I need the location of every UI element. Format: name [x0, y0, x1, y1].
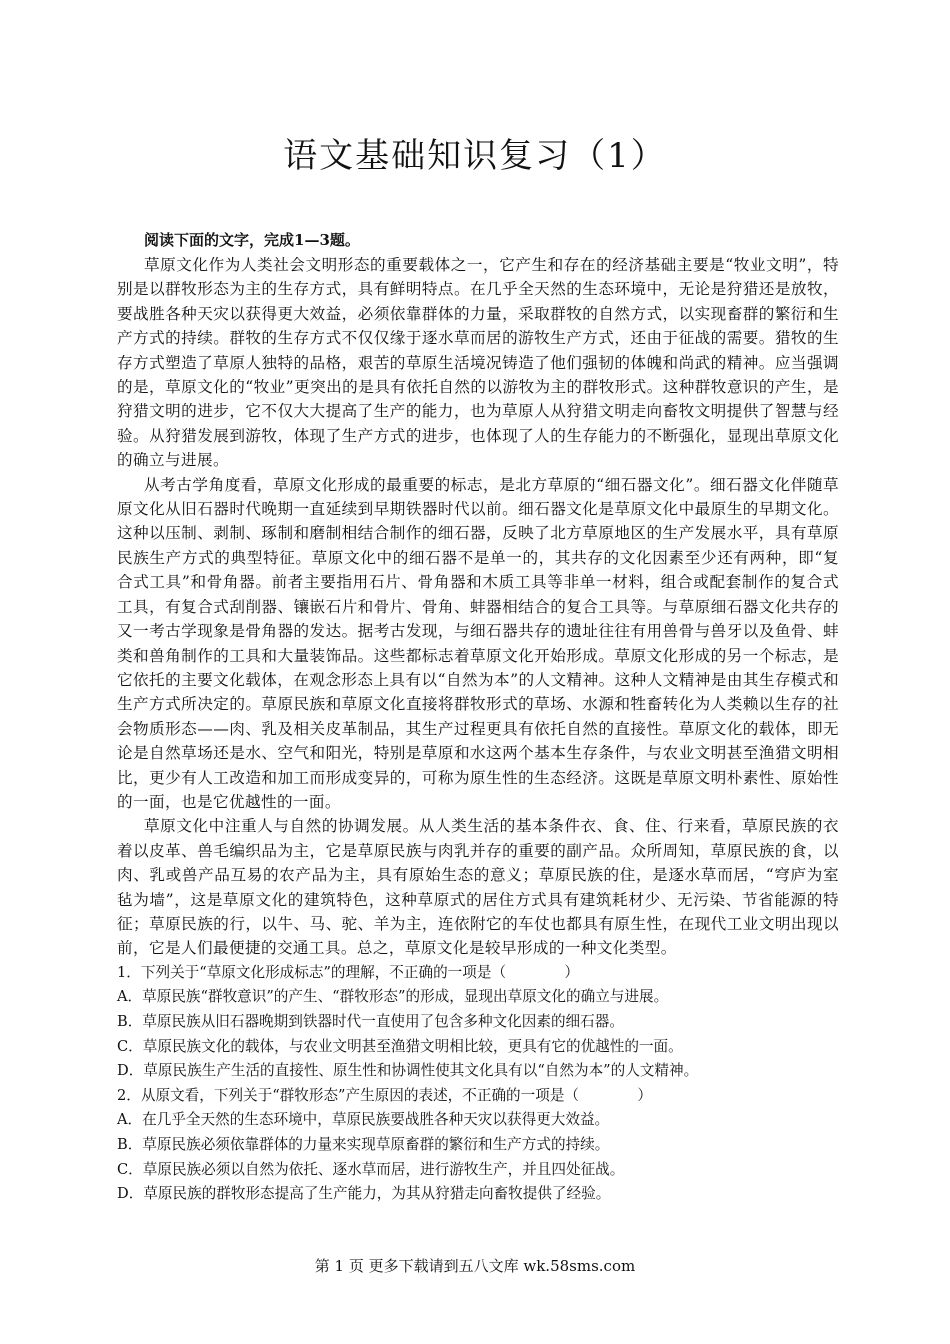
page-footer: 第 1 页 更多下载请到五八文库 wk.58sms.com [314, 1257, 636, 1275]
question-2-stem: 2．从原文看，下列关于“群牧形态”产生原因的表述，不正确的一项是（ ） [117, 1086, 652, 1104]
question-2-option-c: C．草原民族必须以自然为依托、逐水草而居，进行游牧生产，并且四处征战。 [117, 1160, 625, 1178]
passage-paragraph-1: 草原文化作为人类社会文明形态的重要载体之一，它产生和存在的经济基础主要是“牧业文明”，特别是以群牧形态为主的生存方式，具有鲜明特点。在几乎全天然的生态环境中，无论是狩猎还是放牧，要战胜各种天灾以获得更大效益，必须依靠群体的力量，采取群牧的自然方式，以实现畜群的繁衍和生产方式的持续。群牧的生存方式不仅仅缘于逐水草而居的游牧生产方式，还由于征战的需要。猎牧的生存方式塑造了草原人独特的品格，艰苦的草原生活境况铸造了他们强韧的体魄和尚武的精神。应当强调的是，草原文化的“牧业”更突出的是具有依托自然的以游牧为主的群牧形式。这种群牧意识的产生，是狩猎文明的进步，它不仅大大提高了生产的能力，也为草原人从狩猎文明走向畜牧文明提供了智慧与经验。从狩猎发展到游牧，体现了生产方式的进步，也体现了人的生存能力的不断强化，显现出草原文化的确立与进展。 [117, 256, 839, 470]
question-2-option-a: A．在几乎全天然的生态环境中，草原民族要战胜各种天灾以获得更大效益。 [117, 1111, 610, 1129]
passage-paragraph-3: 草原文化中注重人与自然的协调发展。从人类生活的基本条件衣、食、住、行来看，草原民族的衣着以皮革、兽毛编织品为主，它是草原民族与肉乳并存的重要的副产品。众所周知，草原民族的食，以肉、乳或兽产品互易的农产品为主，具有原始生态的意义；草原民族的住，是逐水草而居，“穹庐为室毡为墙”，这是草原文化的建筑特色，这种草原式的居住方式具有建筑耗材少、无污染、节省能源的特征；草原民族的行，以牛、马、驼、羊为主，连依附它的车仗也都具有原生性，在现代工业文明出现以前，它是人们最便捷的交通工具。总之，草原文化是较早形成的一种文化类型。 [117, 817, 839, 958]
question-2-option-b: B．草原民族必须依靠群体的力量来实现草原畜群的繁衍和生产方式的持续。 [117, 1135, 610, 1153]
passage-paragraph-2: 从考古学角度看，草原文化形成的最重要的标志，是北方草原的“细石器文化”。细石器文化伴随草原文化从旧石器时代晚期一直延续到早期铁器时代以前。细石器文化是草原文化中最原生的早期文化。这种以压制、剥制、琢制和磨制相结合制作的细石器，反映了北方草原地区的生产发展水平，具有草原民族生产方式的典型特征。草原文化中的细石器不是单一的，其共存的文化因素至少还有两种，即“复合式工具”和骨角器。前者主要指用石片、骨角器和木质工具等非单一材料，组合或配套制作的复合式工具，有复合式刮削器、镶嵌石片和骨片、骨角、蚌器相结合的复合工具等。与草原细石器文化共存的又一考古学现象是骨角器的发达。据考古发现，与细石器共存的遗址往往有用兽骨与兽牙以及鱼骨、蚌类和兽角制作的工具和大量装饰品。这些都标志着草原文化开始形成。草原文化形成的另一个标志，是它依托的主要文化载体，在观念形态上具有以“自然为本”的人文精神。这种人文精神是由其生存模式和生产方式所决定的。草原民族和草原文化直接将群牧形式的草场、水源和牲畜转化为人类赖以生存的社会物质形态——肉、乳及相关皮革制品，其生产过程更具有依托自然的直接性。草原文化的载体，即无论是自然草场还是水、空气和阳光，特别是草原和水这两个基本生存条件，与农业文明甚至渔猎文明相比，更少有人工改造和加工而形成变异的，可称为原生性的生态经济。这既是草原文明朴素性、原始性的一面，也是它优越性的一面。 [117, 475, 839, 811]
question-1-option-d: D．草原民族生产生活的直接性、原生性和协调性使其文化具有以“自然为本”的人文精神。 [117, 1062, 699, 1080]
question-1-option-a: A．草原民族“群牧意识”的产生、“群牧形态”的形成，显现出草原文化的确立与进展。 [117, 988, 669, 1006]
question-1-option-c: C．草原民族文化的载体，与农业文明甚至渔猎文明相比较，更具有它的优越性的一面。 [117, 1037, 683, 1055]
question-1-stem: 1．下列关于“草原文化形成标志”的理解，不正确的一项是（ ） [117, 963, 580, 981]
document-body [117, 228, 839, 1207]
question-2-option-d: D．草原民族的群牧形态提高了生产能力，为其从狩猎走向畜牧提供了经验。 [117, 1185, 611, 1203]
question-1-option-b: B．草原民族从旧石器晚期到铁器时代一直使用了包含多种文化因素的细石器。 [117, 1012, 624, 1030]
page-title: 语文基础知识复习（1） [283, 136, 667, 176]
reading-instruction: 阅读下面的文字，完成1—3题。 [144, 231, 360, 249]
